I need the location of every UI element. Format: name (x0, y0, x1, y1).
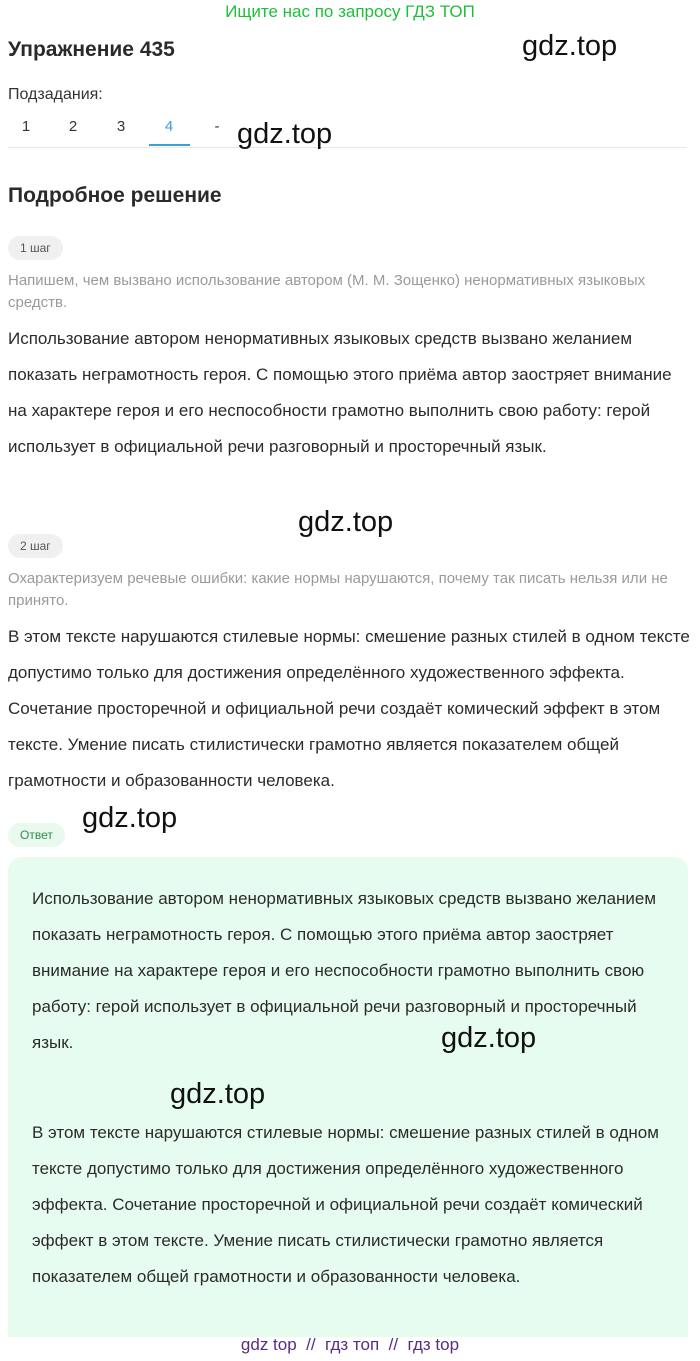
step-2-text: В этом тексте нарушаются стилевые нормы: смешение разных стилей в одном тексте допустимо только для достижения определённого художественного эффекта. Сочетание просторечной и официальной речи создаёт комический эффект в этом тексте. Умение писать стилистически грамотно является показателем общей грамотности и образованности человека. (8, 627, 690, 790)
tab-subtask-3[interactable]: 3 (116, 118, 126, 135)
tabs-divider (8, 147, 687, 148)
tab-subtask-dash[interactable]: - (214, 118, 220, 135)
tab-subtask-4[interactable]: 4 (164, 118, 174, 135)
step-1-badge: 1 шаг (8, 236, 63, 260)
footer-links (0, 1335, 700, 1355)
watermark: gdz.top (441, 1022, 537, 1054)
solution-title: Подробное решение (8, 184, 222, 207)
subtasks-label: Подзадания: (8, 86, 103, 103)
footer-link-gdz-top-ru[interactable]: гдз топ (325, 1335, 380, 1354)
footer-separator: // (388, 1335, 399, 1354)
answer-paragraph-2: В этом тексте нарушаются стилевые нормы: смешение разных стилей в одном тексте допустимо только для достижения определённого художественного эффекта. Сочетание просторечной и официальной речи создаёт комический эффект в этом тексте. Умение писать стилистически грамотно является показателем общей грамотности и образованности человека. (32, 1123, 659, 1286)
tab-subtask-1[interactable]: 1 (21, 118, 31, 135)
step-2-hint: Охарактеризуем речевые ошибки: какие нормы нарушаются, почему так писать нельзя или не принято. (8, 570, 668, 609)
watermark: gdz.top (170, 1078, 266, 1110)
step-1-text: Использование автором ненормативных языковых средств вызвано желанием показать неграмотность героя. С помощью этого приёма автор заостряет внимание на характере героя и его неспособности грамотно выполнить свою работу: герой использует в официальной речи разговорный и просторечный язык. (8, 329, 672, 456)
top-search-link[interactable]: Ищите нас по запросу ГДЗ ТОП (225, 2, 475, 21)
active-tab-indicator (149, 144, 190, 146)
footer-separator: // (306, 1335, 316, 1354)
watermark: gdz.top (237, 118, 333, 150)
watermark: gdz.top (298, 506, 394, 538)
tab-subtask-2[interactable]: 2 (68, 118, 78, 135)
step-1-hint: Напишем, чем вызвано использование автором (М. М. Зощенко) ненормативных языковых средств. (8, 272, 646, 311)
step-2-badge: 2 шаг (8, 534, 63, 558)
watermark: gdz.top (522, 30, 618, 62)
page-title: Упражнение 435 (8, 38, 175, 61)
footer-link-gdz-top[interactable]: gdz top (240, 1335, 297, 1354)
answer-paragraph-1: Использование автором ненормативных языковых средств вызвано желанием показать неграмотность героя. С помощью этого приёма автор заостряет внимание на характере героя и его неспособности грамотно выполнить свою работу: герой использует в официальной речи разговорный и просторечный язык. (32, 889, 657, 1052)
watermark: gdz.top (82, 802, 178, 834)
footer-link-gdz-top-mixed[interactable]: гдз top (407, 1335, 460, 1354)
answer-badge: Ответ (8, 823, 65, 847)
